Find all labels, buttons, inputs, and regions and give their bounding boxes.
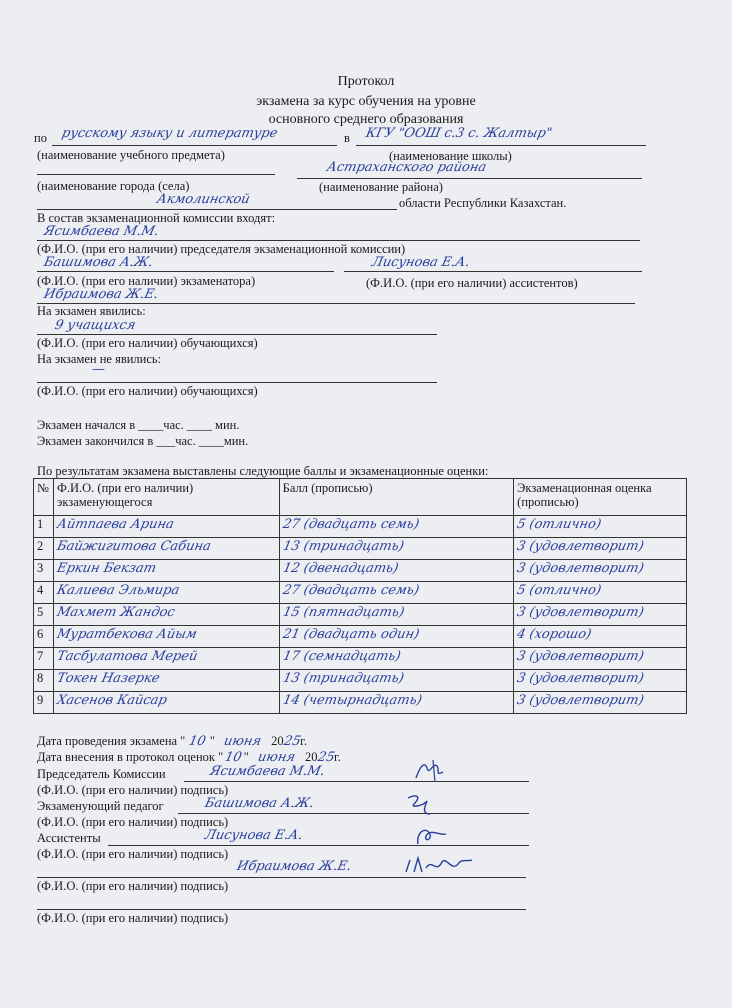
table-row bbox=[34, 560, 687, 582]
table-header-row bbox=[34, 479, 687, 516]
protocol-subtitle-2: основного среднего образования bbox=[268, 112, 464, 127]
student-grade-cell bbox=[514, 560, 687, 582]
region-suffix: области Республики Казахстан. bbox=[399, 196, 567, 210]
exam-year-prefix: 20 bbox=[271, 734, 284, 748]
table-row bbox=[34, 670, 687, 692]
student-name-cell bbox=[53, 670, 279, 692]
po-label: по bbox=[34, 131, 47, 145]
col-header-score: Балл (прописью) bbox=[279, 479, 514, 516]
assistant2-signature-icon bbox=[402, 854, 474, 878]
entry-month: июня bbox=[256, 750, 297, 765]
examiner-signature-icon bbox=[404, 792, 436, 818]
examiner-sign-name: Башимова А.Ж. bbox=[203, 796, 316, 811]
entry-day: 10 bbox=[223, 750, 244, 765]
chair-signature-icon bbox=[413, 758, 447, 784]
row-number-cell bbox=[34, 604, 54, 626]
subject-underline bbox=[52, 145, 337, 146]
table-row bbox=[34, 582, 687, 604]
protocol-subtitle-1: экзамена за курс обучения на уровне bbox=[256, 94, 476, 109]
row-number-cell bbox=[34, 626, 54, 648]
examiner-sign-underline bbox=[178, 813, 529, 814]
exam-year-suffix: 25 bbox=[281, 734, 302, 749]
student-grade-cell bbox=[514, 670, 687, 692]
results-intro: По результатам экзамена выставлены следующие баллы и экзаменационные оценки: bbox=[37, 464, 489, 478]
row-number-cell bbox=[34, 692, 54, 714]
student-name: Калиева Эльмира bbox=[55, 583, 181, 598]
student-score-cell bbox=[279, 626, 514, 648]
present-underline bbox=[37, 334, 437, 335]
student-name-cell bbox=[53, 560, 279, 582]
student-name-cell bbox=[53, 604, 279, 626]
student-score: 13 (тринадцать) bbox=[281, 539, 405, 554]
subject-value: русскому языку и литературе bbox=[60, 126, 279, 141]
row-number: 4 bbox=[37, 583, 44, 597]
student-name: Еркин Бекзат bbox=[55, 561, 158, 576]
entry-date-quote: " bbox=[243, 750, 249, 764]
exam-date-quote: " bbox=[209, 734, 215, 748]
row-number-cell bbox=[34, 582, 54, 604]
chair-sign-name: Ясимбаева М.М. bbox=[208, 764, 327, 779]
absent-caption: (Ф.И.О. (при его наличии) обучающихся) bbox=[37, 384, 258, 398]
student-grade: 4 (хорошо) bbox=[515, 627, 593, 642]
student-score-cell bbox=[279, 692, 514, 714]
city-underline bbox=[37, 174, 275, 175]
student-score: 15 (пятнадцать) bbox=[281, 605, 406, 620]
district-underline bbox=[297, 178, 642, 179]
assistants-caption: (Ф.И.О. (при его наличии) ассистентов) bbox=[366, 276, 578, 290]
district-caption: (наименование района) bbox=[319, 180, 443, 194]
grades-table bbox=[33, 478, 687, 714]
absent-underline bbox=[37, 382, 437, 383]
student-grade: 3 (удовлетворит) bbox=[515, 671, 646, 686]
student-grade-cell bbox=[514, 582, 687, 604]
student-score-cell bbox=[279, 670, 514, 692]
exam-date-prefix: Дата проведения экзамена " bbox=[37, 734, 186, 748]
absent-value: — bbox=[90, 362, 107, 377]
school-underline bbox=[356, 145, 646, 146]
student-grade-cell bbox=[514, 692, 687, 714]
row-number-cell bbox=[34, 560, 54, 582]
district-value: Астраханского района bbox=[325, 160, 488, 175]
assistant3-sign-caption: (Ф.И.О. (при его наличии) подпись) bbox=[37, 911, 229, 925]
student-score: 13 (тринадцать) bbox=[281, 671, 405, 686]
row-number-cell bbox=[34, 538, 54, 560]
student-score: 21 (двадцать один) bbox=[281, 627, 421, 642]
student-score-cell bbox=[279, 582, 514, 604]
student-score: 27 (двадцать семь) bbox=[281, 583, 421, 598]
student-name-cell bbox=[53, 538, 279, 560]
examiner-sign-caption: (Ф.И.О. (при его наличии) подпись) bbox=[37, 815, 229, 829]
student-score-cell bbox=[279, 516, 514, 538]
chair-sign-label: Председатель Комиссии bbox=[37, 767, 166, 781]
entry-date-line bbox=[37, 750, 341, 765]
student-grade-cell bbox=[514, 538, 687, 560]
student-name-cell bbox=[53, 582, 279, 604]
student-name: Айтпаева Арина bbox=[55, 517, 176, 532]
assistant1-value: Лисунова Е.А. bbox=[370, 255, 472, 270]
student-name: Хасенов Кайсар bbox=[55, 693, 169, 708]
student-name-cell bbox=[53, 516, 279, 538]
assistant1-sign-underline bbox=[108, 845, 529, 846]
student-score-cell bbox=[279, 560, 514, 582]
assistant1-underline bbox=[344, 271, 642, 272]
region-value: Акмолинской bbox=[155, 192, 252, 207]
student-grade: 3 (удовлетворит) bbox=[515, 649, 646, 664]
assistant2-sign-name: Ибраимова Ж.Е. bbox=[235, 859, 353, 874]
row-number-cell bbox=[34, 648, 54, 670]
col-header-number: № bbox=[34, 479, 54, 516]
commission-intro: В состав экзаменационной комиссии входят: bbox=[37, 211, 276, 225]
assistant1-sign-caption: (Ф.И.О. (при его наличии) подпись) bbox=[37, 847, 229, 861]
row-number: 1 bbox=[37, 517, 44, 531]
student-grade: 3 (удовлетворит) bbox=[515, 605, 646, 620]
student-score: 27 (двадцать семь) bbox=[281, 517, 421, 532]
present-caption: (Ф.И.О. (при его наличии) обучающихся) bbox=[37, 336, 258, 350]
exam-day: 10 bbox=[187, 734, 208, 749]
row-number: 7 bbox=[37, 649, 44, 663]
city-caption: (наименование города (села) bbox=[37, 179, 190, 193]
col-header-grade: Экзаменационная оценка (прописью) bbox=[514, 479, 687, 516]
examiner-value: Башимова А.Ж. bbox=[42, 255, 155, 270]
student-name: Тасбулатова Мерей bbox=[55, 649, 199, 664]
row-number: 8 bbox=[37, 671, 44, 685]
student-name: Байжигитова Сабина bbox=[55, 539, 213, 554]
student-score: 17 (семнадцать) bbox=[281, 649, 402, 664]
protocol-title: Протокол bbox=[337, 74, 395, 89]
present-label: На экзамен явились: bbox=[37, 304, 146, 318]
student-score: 12 (двенадцать) bbox=[281, 561, 400, 576]
student-name: Муратбекова Айым bbox=[55, 627, 199, 642]
table-row bbox=[34, 604, 687, 626]
row-number: 6 bbox=[37, 627, 44, 641]
chair-underline bbox=[37, 240, 640, 241]
row-number: 5 bbox=[37, 605, 44, 619]
entry-year-prefix: 20 bbox=[305, 750, 318, 764]
assistant2-value: Ибраимова Ж.Е. bbox=[42, 287, 160, 302]
table-row bbox=[34, 538, 687, 560]
assistant3-sign-underline bbox=[37, 909, 526, 910]
col-header-name: Ф.И.О. (при его наличии) экзаменующегося bbox=[53, 479, 279, 516]
student-grade: 3 (удовлетворит) bbox=[515, 561, 646, 576]
table-row bbox=[34, 648, 687, 670]
student-grade: 3 (удовлетворит) bbox=[515, 539, 646, 554]
v-label: в bbox=[344, 131, 350, 145]
student-name-cell bbox=[53, 626, 279, 648]
student-name: Махмет Жандос bbox=[55, 605, 177, 620]
region-underline bbox=[37, 209, 397, 210]
student-grade-cell bbox=[514, 648, 687, 670]
absent-label: На экзамен не явились: bbox=[37, 352, 162, 366]
student-grade: 5 (отлично) bbox=[515, 517, 603, 532]
examiner-caption: (Ф.И.О. (при его наличии) экзаменатора) bbox=[37, 274, 256, 288]
student-score: 14 (четырнадцать) bbox=[281, 693, 423, 708]
table-row bbox=[34, 626, 687, 648]
exam-date-line bbox=[37, 734, 307, 749]
student-grade-cell bbox=[514, 604, 687, 626]
row-number: 9 bbox=[37, 693, 44, 707]
student-name: Токен Назерке bbox=[55, 671, 161, 686]
row-number-cell bbox=[34, 670, 54, 692]
chair-value: Ясимбаева М.М. bbox=[42, 224, 161, 239]
assistant1-signature-icon bbox=[412, 822, 448, 850]
table-row bbox=[34, 692, 687, 714]
student-name-cell bbox=[53, 692, 279, 714]
row-number-cell bbox=[34, 516, 54, 538]
chair-caption: (Ф.И.О. (при его наличии) председателя экзаменационной комиссии) bbox=[37, 242, 406, 256]
student-grade-cell bbox=[514, 626, 687, 648]
student-grade: 5 (отлично) bbox=[515, 583, 603, 598]
student-score-cell bbox=[279, 648, 514, 670]
school-caption: (наименование школы) bbox=[389, 149, 512, 163]
row-number: 3 bbox=[37, 561, 44, 575]
entry-year-g: г. bbox=[334, 750, 341, 764]
school-value: КГУ "ООШ с.3 с. Жалтыр" bbox=[364, 126, 554, 141]
examiner-underline bbox=[37, 271, 334, 272]
examiner-sign-label: Экзаменующий педагог bbox=[37, 799, 164, 813]
chair-sign-underline bbox=[184, 781, 529, 782]
exam-month: июня bbox=[222, 734, 263, 749]
assistant2-sign-caption: (Ф.И.О. (при его наличии) подпись) bbox=[37, 879, 229, 893]
student-score-cell bbox=[279, 538, 514, 560]
assistant1-sign-name: Лисунова Е.А. bbox=[203, 828, 305, 843]
present-value: 9 учащихся bbox=[53, 318, 137, 333]
assistants-sign-label: Ассистенты bbox=[37, 831, 101, 845]
student-grade-cell bbox=[514, 516, 687, 538]
exam-year-g: г. bbox=[300, 734, 307, 748]
end-time-line: Экзамен закончился в ___час. ____мин. bbox=[37, 434, 249, 448]
student-name-cell bbox=[53, 648, 279, 670]
start-time-line: Экзамен начался в ____час. ____ мин. bbox=[37, 418, 240, 432]
entry-year-suffix: 25 bbox=[315, 750, 336, 765]
row-number: 2 bbox=[37, 539, 44, 553]
entry-date-prefix: Дата внесения в протокол оценок " bbox=[37, 750, 224, 764]
student-score-cell bbox=[279, 604, 514, 626]
subject-caption: (наименование учебного предмета) bbox=[37, 148, 225, 162]
chair-sign-caption: (Ф.И.О. (при его наличии) подпись) bbox=[37, 783, 229, 797]
table-row bbox=[34, 516, 687, 538]
student-grade: 3 (удовлетворит) bbox=[515, 693, 646, 708]
